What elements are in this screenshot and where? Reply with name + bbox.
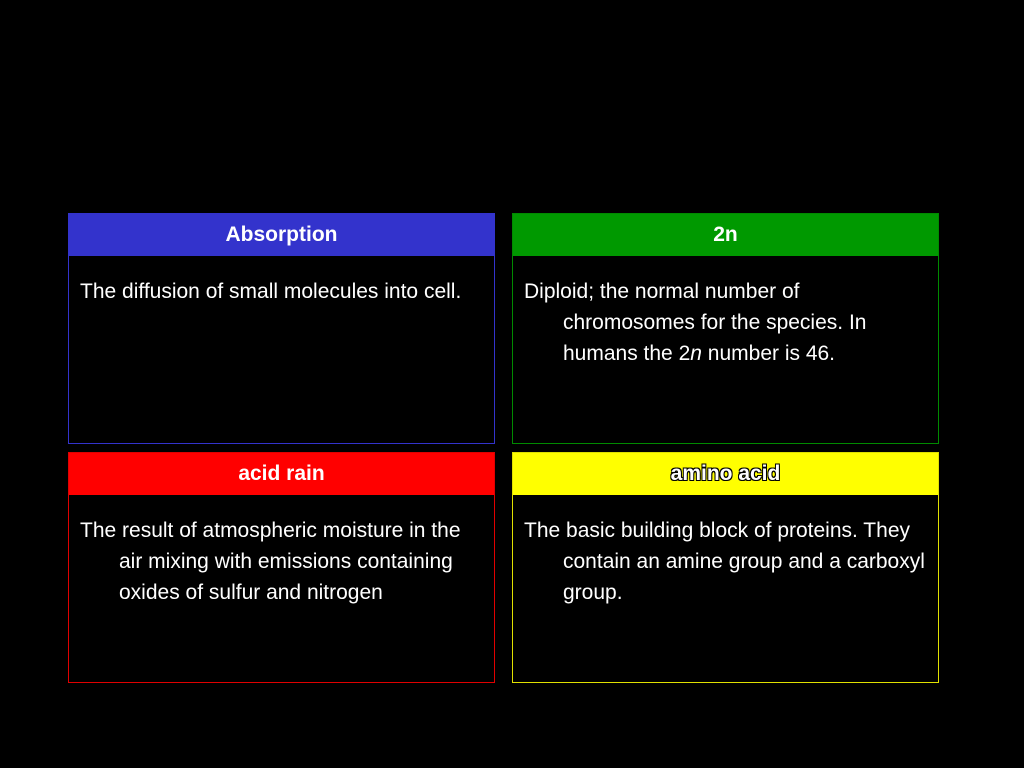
card-term: acid rain xyxy=(69,453,494,495)
card-definition: The result of atmospheric moisture in the air mixing with emissions containing oxides of sulfur and nitrogen xyxy=(80,519,461,604)
card-absorption xyxy=(68,213,495,444)
card-acid-rain xyxy=(68,452,495,683)
card-definition: The basic building block of proteins. They contain an amine group and a carboxyl group. xyxy=(524,519,925,604)
definition-text-end: number is 46. xyxy=(701,342,836,365)
card-definition xyxy=(513,256,938,369)
definition-text-start: Diploid; the normal number of chromosomes for the species. In humans the 2 xyxy=(524,280,867,365)
card-term: Absorption xyxy=(69,214,494,256)
definition-italic-n: n xyxy=(690,342,702,365)
card-term: amino acid xyxy=(513,453,938,495)
card-amino-acid xyxy=(512,452,939,683)
card-2n xyxy=(512,213,939,444)
card-term: 2n xyxy=(513,214,938,256)
card-definition: The diffusion of small molecules into cell. xyxy=(80,280,462,303)
